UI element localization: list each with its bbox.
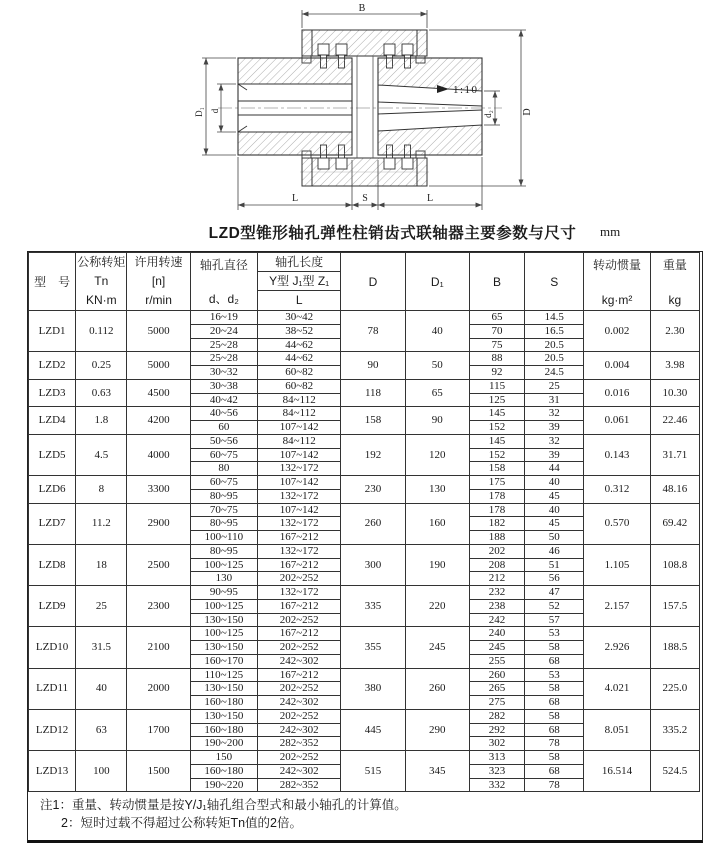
cell-bore-diameter: 100~125 bbox=[190, 627, 257, 641]
cell-S: 68 bbox=[525, 696, 584, 710]
cell-speed: 4000 bbox=[127, 434, 190, 475]
cell-torque: 100 bbox=[76, 751, 127, 792]
cell-D: 118 bbox=[341, 379, 405, 407]
cell-model: LZD1 bbox=[29, 311, 76, 352]
cell-torque: 63 bbox=[76, 709, 127, 750]
cell-bore-length: 202~252 bbox=[258, 682, 341, 696]
header-bore-length-cn: 轴孔长度 bbox=[258, 253, 340, 272]
cell-D: 445 bbox=[341, 709, 405, 750]
cell-bore-length: 84~112 bbox=[258, 407, 341, 421]
cell-B: 202 bbox=[469, 544, 524, 558]
cell-B: 292 bbox=[469, 723, 524, 737]
cell-bore-diameter: 130~150 bbox=[190, 682, 257, 696]
cell-bore-length: 84~112 bbox=[258, 393, 341, 407]
cell-B: 75 bbox=[469, 338, 524, 352]
cell-bore-diameter: 40~42 bbox=[190, 393, 257, 407]
cell-speed: 1500 bbox=[127, 751, 190, 792]
cell-bore-length: 107~142 bbox=[258, 448, 341, 462]
cell-inertia: 0.312 bbox=[584, 476, 650, 504]
cell-bore-diameter: 160~180 bbox=[190, 723, 257, 737]
cell-D: 335 bbox=[341, 586, 405, 627]
dim-D1 bbox=[202, 58, 236, 155]
header-weight-unit: kg bbox=[668, 293, 682, 307]
header-D1: D₁ bbox=[405, 253, 469, 311]
cell-speed: 2000 bbox=[127, 668, 190, 709]
dim-S-label: S bbox=[362, 193, 368, 204]
cell-B: 255 bbox=[469, 654, 524, 668]
table-row bbox=[29, 407, 700, 421]
cell-model: LZD7 bbox=[29, 503, 76, 544]
cell-B: 178 bbox=[469, 503, 524, 517]
cell-B: 125 bbox=[469, 393, 524, 407]
cell-torque: 18 bbox=[76, 544, 127, 585]
cell-D: 515 bbox=[341, 751, 405, 792]
cell-B: 313 bbox=[469, 751, 524, 765]
cell-D1: 220 bbox=[405, 586, 469, 627]
cell-S: 78 bbox=[525, 737, 584, 751]
cell-S: 68 bbox=[525, 654, 584, 668]
cell-bore-diameter: 60 bbox=[190, 421, 257, 435]
cell-inertia: 0.002 bbox=[584, 311, 650, 352]
cell-bore-diameter: 60~75 bbox=[190, 476, 257, 490]
coupling-section-drawing bbox=[0, 0, 725, 218]
cell-speed: 2100 bbox=[127, 627, 190, 668]
cell-S: 68 bbox=[525, 764, 584, 778]
right-hub bbox=[378, 58, 482, 155]
cell-bore-diameter: 80~95 bbox=[190, 489, 257, 503]
cell-bore-length: 107~142 bbox=[258, 421, 341, 435]
cell-D1: 120 bbox=[405, 434, 469, 475]
cell-torque: 8 bbox=[76, 476, 127, 504]
cell-S: 40 bbox=[525, 476, 584, 490]
cell-bore-diameter: 130~150 bbox=[190, 641, 257, 655]
cell-weight: 335.2 bbox=[650, 709, 699, 750]
cell-weight: 108.8 bbox=[650, 544, 699, 585]
cell-B: 152 bbox=[469, 421, 524, 435]
dim-B-label: B bbox=[358, 3, 366, 14]
cell-bore-diameter: 30~32 bbox=[190, 366, 257, 380]
cell-weight: 3.98 bbox=[650, 352, 699, 380]
cell-S: 57 bbox=[525, 613, 584, 627]
parameter-table-frame bbox=[27, 251, 703, 843]
header-model: 型 号 bbox=[29, 253, 76, 311]
cell-bore-length: 242~302 bbox=[258, 723, 341, 737]
cell-bore-diameter: 160~170 bbox=[190, 654, 257, 668]
header-speed bbox=[127, 253, 190, 311]
cell-weight: 69.42 bbox=[650, 503, 699, 544]
cell-torque: 4.5 bbox=[76, 434, 127, 475]
cell-bore-diameter: 100~110 bbox=[190, 531, 257, 545]
cell-bore-length: 167~212 bbox=[258, 668, 341, 682]
cell-torque: 31.5 bbox=[76, 627, 127, 668]
cell-bore-diameter: 190~200 bbox=[190, 737, 257, 751]
cell-bore-length: 30~42 bbox=[258, 311, 341, 325]
cell-S: 58 bbox=[525, 709, 584, 723]
cell-S: 56 bbox=[525, 572, 584, 586]
cell-D1: 50 bbox=[405, 352, 469, 380]
header-B: B bbox=[469, 253, 524, 311]
cell-bore-diameter: 100~125 bbox=[190, 599, 257, 613]
cell-speed: 2500 bbox=[127, 544, 190, 585]
cell-D1: 290 bbox=[405, 709, 469, 750]
cell-inertia: 16.514 bbox=[584, 751, 650, 792]
cell-bore-diameter: 80 bbox=[190, 462, 257, 476]
cell-B: 212 bbox=[469, 572, 524, 586]
cell-inertia: 2.157 bbox=[584, 586, 650, 627]
cell-S: 31 bbox=[525, 393, 584, 407]
cell-bore-diameter: 25~28 bbox=[190, 352, 257, 366]
cell-S: 58 bbox=[525, 751, 584, 765]
taper-label: 1:10 bbox=[453, 84, 479, 96]
cell-B: 238 bbox=[469, 599, 524, 613]
cell-bore-diameter: 40~56 bbox=[190, 407, 257, 421]
cell-model: LZD12 bbox=[29, 709, 76, 750]
cell-bore-diameter: 25~28 bbox=[190, 338, 257, 352]
cell-D: 192 bbox=[341, 434, 405, 475]
cell-model: LZD2 bbox=[29, 352, 76, 380]
cell-D1: 160 bbox=[405, 503, 469, 544]
cell-B: 240 bbox=[469, 627, 524, 641]
cell-inertia: 0.061 bbox=[584, 407, 650, 435]
cell-D1: 260 bbox=[405, 668, 469, 709]
cell-weight: 2.30 bbox=[650, 311, 699, 352]
cell-torque: 0.112 bbox=[76, 311, 127, 352]
cell-speed: 2300 bbox=[127, 586, 190, 627]
cell-S: 25 bbox=[525, 379, 584, 393]
header-weight bbox=[650, 253, 699, 311]
cell-B: 175 bbox=[469, 476, 524, 490]
cell-B: 65 bbox=[469, 311, 524, 325]
cell-weight: 188.5 bbox=[650, 627, 699, 668]
cell-model: LZD6 bbox=[29, 476, 76, 504]
cell-B: 70 bbox=[469, 324, 524, 338]
header-inertia-unit: kg·m² bbox=[601, 293, 633, 307]
cell-bore-length: 167~212 bbox=[258, 599, 341, 613]
cell-weight: 225.0 bbox=[650, 668, 699, 709]
note-line-2: 2：短时过载不得超过公称转矩Tn值的2倍。 bbox=[61, 816, 302, 831]
cell-bore-length: 167~212 bbox=[258, 531, 341, 545]
cell-inertia: 2.926 bbox=[584, 627, 650, 668]
cell-S: 40 bbox=[525, 503, 584, 517]
cell-bore-length: 202~252 bbox=[258, 572, 341, 586]
cell-model: LZD9 bbox=[29, 586, 76, 627]
cell-inertia: 1.105 bbox=[584, 544, 650, 585]
cell-bore-diameter: 50~56 bbox=[190, 434, 257, 448]
cell-bore-length: 202~252 bbox=[258, 641, 341, 655]
header-torque bbox=[76, 253, 127, 311]
cell-bore-diameter: 70~75 bbox=[190, 503, 257, 517]
cell-S: 58 bbox=[525, 682, 584, 696]
cell-S: 78 bbox=[525, 778, 584, 792]
cell-torque: 40 bbox=[76, 668, 127, 709]
table-header bbox=[29, 253, 700, 311]
dim-D1-label: D₁ bbox=[194, 107, 204, 117]
cell-D: 158 bbox=[341, 407, 405, 435]
table-body bbox=[29, 311, 700, 792]
cell-D: 260 bbox=[341, 503, 405, 544]
cell-bore-length: 167~212 bbox=[258, 627, 341, 641]
cell-torque: 1.8 bbox=[76, 407, 127, 435]
cell-S: 47 bbox=[525, 586, 584, 600]
cell-bore-length: 202~252 bbox=[258, 709, 341, 723]
dim-d2-label: d₂ bbox=[483, 110, 493, 118]
cell-bore-diameter: 150 bbox=[190, 751, 257, 765]
header-D: D bbox=[341, 253, 405, 311]
cell-bore-diameter: 130~150 bbox=[190, 613, 257, 627]
cell-S: 24.5 bbox=[525, 366, 584, 380]
table-row bbox=[29, 586, 700, 600]
cell-S: 16.5 bbox=[525, 324, 584, 338]
cell-bore-diameter: 130 bbox=[190, 572, 257, 586]
cell-D1: 130 bbox=[405, 476, 469, 504]
header-S: S bbox=[525, 253, 584, 311]
header-speed-unit: r/min bbox=[145, 293, 172, 307]
cell-B: 188 bbox=[469, 531, 524, 545]
header-inertia bbox=[584, 253, 650, 311]
dim-L-right-label: L bbox=[426, 193, 434, 204]
title-row bbox=[0, 221, 725, 243]
cell-torque: 0.63 bbox=[76, 379, 127, 407]
header-bore-length-types: Y型 J₁型 Z₁ bbox=[258, 272, 340, 291]
cell-bore-length: 107~142 bbox=[258, 476, 341, 490]
cell-torque: 0.25 bbox=[76, 352, 127, 380]
cell-torque: 11.2 bbox=[76, 503, 127, 544]
cell-B: 265 bbox=[469, 682, 524, 696]
cell-B: 323 bbox=[469, 764, 524, 778]
cell-D: 90 bbox=[341, 352, 405, 380]
cell-bore-diameter: 60~75 bbox=[190, 448, 257, 462]
cell-S: 20.5 bbox=[525, 338, 584, 352]
cell-bore-length: 167~212 bbox=[258, 558, 341, 572]
cell-bore-diameter: 30~38 bbox=[190, 379, 257, 393]
cell-bore-length: 84~112 bbox=[258, 434, 341, 448]
cell-B: 115 bbox=[469, 379, 524, 393]
cell-S: 45 bbox=[525, 517, 584, 531]
cell-S: 53 bbox=[525, 668, 584, 682]
cell-bore-diameter: 100~125 bbox=[190, 558, 257, 572]
cell-bore-length: 132~172 bbox=[258, 586, 341, 600]
cell-speed: 4200 bbox=[127, 407, 190, 435]
header-weight-cn: 重量 bbox=[662, 258, 687, 272]
cell-bore-length: 202~252 bbox=[258, 613, 341, 627]
table-row bbox=[29, 352, 700, 366]
table-row bbox=[29, 627, 700, 641]
cell-weight: 31.71 bbox=[650, 434, 699, 475]
cell-S: 45 bbox=[525, 489, 584, 503]
cell-inertia: 0.016 bbox=[584, 379, 650, 407]
table-row bbox=[29, 311, 700, 325]
cell-bore-diameter: 80~95 bbox=[190, 517, 257, 531]
page-title: LZD型锥形轴孔弹性柱销齿式联轴器主要参数与尺寸 bbox=[208, 225, 577, 242]
cell-S: 53 bbox=[525, 627, 584, 641]
cell-B: 178 bbox=[469, 489, 524, 503]
cell-bore-length: 60~82 bbox=[258, 366, 341, 380]
cell-model: LZD5 bbox=[29, 434, 76, 475]
dim-L-left-label: L bbox=[291, 193, 299, 204]
cell-B: 302 bbox=[469, 737, 524, 751]
table-row bbox=[29, 503, 700, 517]
cell-S: 32 bbox=[525, 434, 584, 448]
cell-bore-length: 282~352 bbox=[258, 778, 341, 792]
cell-weight: 10.30 bbox=[650, 379, 699, 407]
cell-D: 300 bbox=[341, 544, 405, 585]
cell-S: 39 bbox=[525, 421, 584, 435]
cell-bore-length: 132~172 bbox=[258, 544, 341, 558]
cell-speed: 4500 bbox=[127, 379, 190, 407]
header-torque-symbol: Tn bbox=[94, 274, 109, 288]
cell-model: LZD8 bbox=[29, 544, 76, 585]
cell-bore-diameter: 160~180 bbox=[190, 696, 257, 710]
cell-D: 355 bbox=[341, 627, 405, 668]
cell-inertia: 4.021 bbox=[584, 668, 650, 709]
header-bore-diameter bbox=[190, 253, 257, 311]
cell-model: LZD10 bbox=[29, 627, 76, 668]
cell-weight: 22.46 bbox=[650, 407, 699, 435]
cell-bore-length: 38~52 bbox=[258, 324, 341, 338]
cell-speed: 1700 bbox=[127, 709, 190, 750]
table-row bbox=[29, 379, 700, 393]
cell-bore-diameter: 130~150 bbox=[190, 709, 257, 723]
cell-S: 32 bbox=[525, 407, 584, 421]
cell-speed: 3300 bbox=[127, 476, 190, 504]
cell-D1: 40 bbox=[405, 311, 469, 352]
cell-bore-diameter: 80~95 bbox=[190, 544, 257, 558]
cell-S: 68 bbox=[525, 723, 584, 737]
cell-B: 275 bbox=[469, 696, 524, 710]
cell-bore-length: 60~82 bbox=[258, 379, 341, 393]
cell-S: 50 bbox=[525, 531, 584, 545]
header-torque-unit: KN·m bbox=[85, 293, 117, 307]
cell-B: 158 bbox=[469, 462, 524, 476]
left-hub bbox=[238, 58, 352, 155]
cell-B: 232 bbox=[469, 586, 524, 600]
cell-S: 46 bbox=[525, 544, 584, 558]
cell-B: 145 bbox=[469, 434, 524, 448]
cell-bore-diameter: 160~180 bbox=[190, 764, 257, 778]
cell-D: 78 bbox=[341, 311, 405, 352]
cell-D1: 65 bbox=[405, 379, 469, 407]
cell-S: 14.5 bbox=[525, 311, 584, 325]
cell-B: 245 bbox=[469, 641, 524, 655]
cell-D1: 90 bbox=[405, 407, 469, 435]
parameter-table bbox=[28, 252, 700, 792]
cell-S: 51 bbox=[525, 558, 584, 572]
cell-S: 44 bbox=[525, 462, 584, 476]
cell-B: 145 bbox=[469, 407, 524, 421]
header-speed-cn: 许用转速 bbox=[134, 255, 183, 269]
unit-label: mm bbox=[600, 224, 621, 239]
table-row bbox=[29, 709, 700, 723]
cell-speed: 2900 bbox=[127, 503, 190, 544]
cell-torque: 25 bbox=[76, 586, 127, 627]
cell-bore-diameter: 20~24 bbox=[190, 324, 257, 338]
cell-inertia: 0.143 bbox=[584, 434, 650, 475]
table-notes bbox=[28, 792, 702, 839]
cell-model: LZD4 bbox=[29, 407, 76, 435]
table-row bbox=[29, 751, 700, 765]
cell-inertia: 0.004 bbox=[584, 352, 650, 380]
cell-B: 242 bbox=[469, 613, 524, 627]
dim-D-label: D bbox=[522, 108, 533, 116]
cell-B: 152 bbox=[469, 448, 524, 462]
cell-B: 92 bbox=[469, 366, 524, 380]
cell-B: 282 bbox=[469, 709, 524, 723]
header-bore-diameter-cn: 轴孔直径 bbox=[199, 258, 248, 272]
cell-bore-length: 132~172 bbox=[258, 517, 341, 531]
cell-bore-diameter: 110~125 bbox=[190, 668, 257, 682]
cell-bore-length: 44~62 bbox=[258, 338, 341, 352]
note-line-1: 注1：重量、转动惯量是按Y/J₁轴孔组合型式和最小轴孔的计算值。 bbox=[40, 798, 407, 813]
header-bore-length-symbol: L bbox=[295, 293, 303, 307]
header-speed-symbol: [n] bbox=[151, 274, 166, 288]
cell-speed: 5000 bbox=[127, 311, 190, 352]
cell-bore-length: 242~302 bbox=[258, 764, 341, 778]
cell-D1: 245 bbox=[405, 627, 469, 668]
cell-weight: 48.16 bbox=[650, 476, 699, 504]
cell-bore-length: 107~142 bbox=[258, 503, 341, 517]
cell-bore-diameter: 190~220 bbox=[190, 778, 257, 792]
cell-B: 260 bbox=[469, 668, 524, 682]
cell-model: LZD11 bbox=[29, 668, 76, 709]
cell-D1: 190 bbox=[405, 544, 469, 585]
cell-S: 52 bbox=[525, 599, 584, 613]
cell-bore-length: 282~352 bbox=[258, 737, 341, 751]
cell-bore-length: 242~302 bbox=[258, 696, 341, 710]
dim-d-label: d bbox=[210, 108, 220, 114]
cell-B: 208 bbox=[469, 558, 524, 572]
cell-D: 380 bbox=[341, 668, 405, 709]
cell-bore-length: 132~172 bbox=[258, 462, 341, 476]
cell-bore-length: 132~172 bbox=[258, 489, 341, 503]
table-row bbox=[29, 476, 700, 490]
table-row bbox=[29, 668, 700, 682]
header-inertia-cn: 转动惯量 bbox=[593, 258, 642, 272]
header-bore-diameter-symbol: d、d₂ bbox=[208, 292, 239, 306]
cell-bore-length: 202~252 bbox=[258, 751, 341, 765]
table-row bbox=[29, 544, 700, 558]
center-spacer bbox=[357, 56, 373, 158]
cell-B: 88 bbox=[469, 352, 524, 366]
header-torque-cn: 公称转矩 bbox=[77, 255, 126, 269]
cell-bore-diameter: 16~19 bbox=[190, 311, 257, 325]
cell-inertia: 8.051 bbox=[584, 709, 650, 750]
cell-speed: 5000 bbox=[127, 352, 190, 380]
cell-D1: 345 bbox=[405, 751, 469, 792]
cell-S: 58 bbox=[525, 641, 584, 655]
table-row bbox=[29, 434, 700, 448]
cell-B: 182 bbox=[469, 517, 524, 531]
cell-B: 332 bbox=[469, 778, 524, 792]
cell-bore-diameter: 90~95 bbox=[190, 586, 257, 600]
cell-inertia: 0.570 bbox=[584, 503, 650, 544]
cell-weight: 157.5 bbox=[650, 586, 699, 627]
cell-bore-length: 242~302 bbox=[258, 654, 341, 668]
cell-model: LZD13 bbox=[29, 751, 76, 792]
cell-S: 39 bbox=[525, 448, 584, 462]
cell-model: LZD3 bbox=[29, 379, 76, 407]
cell-S: 20.5 bbox=[525, 352, 584, 366]
cell-D: 230 bbox=[341, 476, 405, 504]
cell-weight: 524.5 bbox=[650, 751, 699, 792]
cell-bore-length: 44~62 bbox=[258, 352, 341, 366]
header-bore-length bbox=[258, 253, 341, 311]
